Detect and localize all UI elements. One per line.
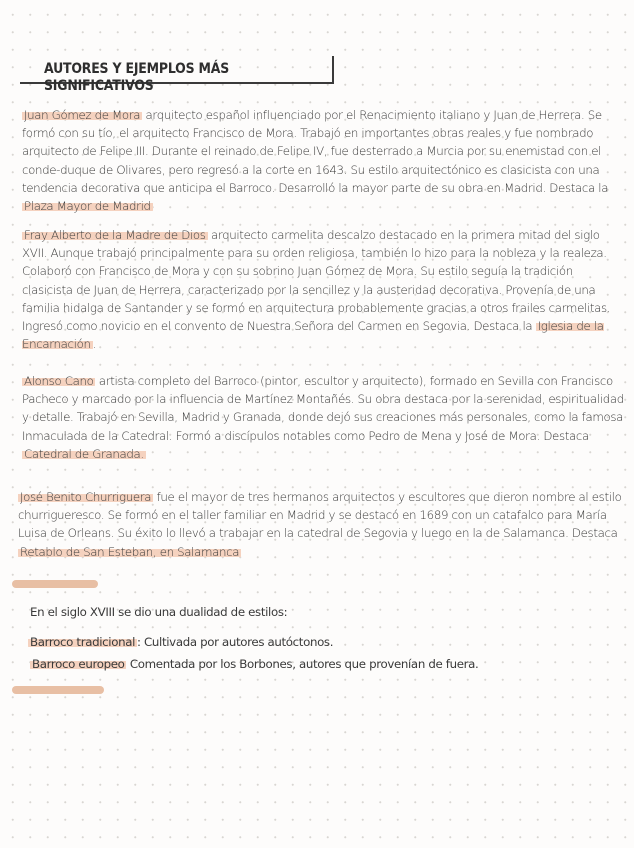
paragraph-alonso-cano: [22, 372, 626, 463]
paragraph-fray-alberto: [22, 226, 626, 353]
work-name: Catedral de Granada.: [24, 446, 144, 461]
style-term: Barroco europeo: [32, 657, 125, 671]
paragraph-text: artista completo del Barroco (pintor, escultor y arquitecto), formado en Sevilla con Francisco Pacheco y marcado por la influencia de Martínez Montañés. Su obra destaca por la serenidad, espiritualidad y detalle. Trabajó en Sevilla, Madrid y Granada, donde dejó sus creaciones más personales, como la famosa Inmaculada de la Catedral. Formó a discípulos notables como Pedro de Mena y José de Mora. Destaca: [22, 374, 624, 443]
style-term: Barroco tradicional: [30, 635, 136, 649]
author-name: José Benito Churriguera: [20, 490, 152, 504]
paragraph-gomez-de-mora: [22, 106, 626, 215]
paragraph-churriguera: [18, 488, 628, 561]
work-name: Plaza Mayor de Madrid: [24, 199, 151, 214]
divider-bar-bottom: [12, 686, 104, 694]
summary-intro: En el siglo XVIII se dio una dualidad de estilos:: [30, 605, 288, 619]
work-name: Iglesia de la Encarnación: [22, 319, 604, 352]
summary-item-traditional: [28, 634, 333, 650]
work-name: Retablo de San Esteban, en Salamanca: [20, 544, 240, 559]
author-name: Alonso Cano: [24, 374, 94, 388]
paragraph-tail: .: [92, 337, 97, 352]
paragraph-text: arquitecto carmelita descalzo destacado en la primera mitad del siglo XVII. Aunque trabajó principalmente para su orden religiosa, también lo hizo para la nobleza y la realeza. Colaboró con Francisco de Mora y con su sobrino Juan Gómez de Mora. Su estilo seguía la tradición clasicista de Juan de Herrera, caracterizado por la sencillez y la austeridad decorativa. Provenía de una familia hidalga de Santander y se formó en arquitectura probablemente gracias a otros frailes carmelitas. Ingresó como novicio en el convento de Nuestra Señora del Carmen en Segovia. Destaca la: [22, 228, 611, 334]
divider-bar-top: [12, 580, 98, 588]
author-name: Juan Gómez de Mora: [24, 108, 141, 122]
summary-item-european: [30, 656, 478, 672]
style-desc: : Cultivada por autores autóctonos.: [137, 635, 334, 649]
title-frame: [20, 56, 334, 94]
author-name: Fray Alberto de la Madre de Dios: [24, 228, 206, 242]
style-desc: Comentada por los Borbones, autores que provenían de fuera.: [126, 657, 479, 671]
paragraph-text: arquitecto español influenciado por el Renacimiento italiano y Juan de Herrera. Se formó con su tío, el arquitecto Francisco de Mora. Trabajó en importantes obras reales y fue nombrado arquitecto de Felipe III. Durante el reinado de Felipe IV, fue desterrado a Murcia por su enemistad con el conde-duque de Olivares, pero regresó a la corte en 1643. Su estilo arquitectónico es clasicista con una tendencia decorativa que anticipa el Barroco. Desarrolló la mayor parte de su obra en Madrid. Destaca la: [22, 108, 609, 195]
page-title: AUTORES Y EJEMPLOS MÁS SIGNIFICATIVOS: [44, 59, 230, 94]
paragraph-text: fue el mayor de tres hermanos arquitectos y escultores que dieron nombre al estilo churrigueresco. Se formó en el taller familiar en Madrid y se destacó en 1689 con un catafalco para María Luisa de Orleans. Su éxito lo llevó a trabajar en la catedral de Segovia y luego en la de Salamanca. Destaca: [18, 490, 622, 541]
